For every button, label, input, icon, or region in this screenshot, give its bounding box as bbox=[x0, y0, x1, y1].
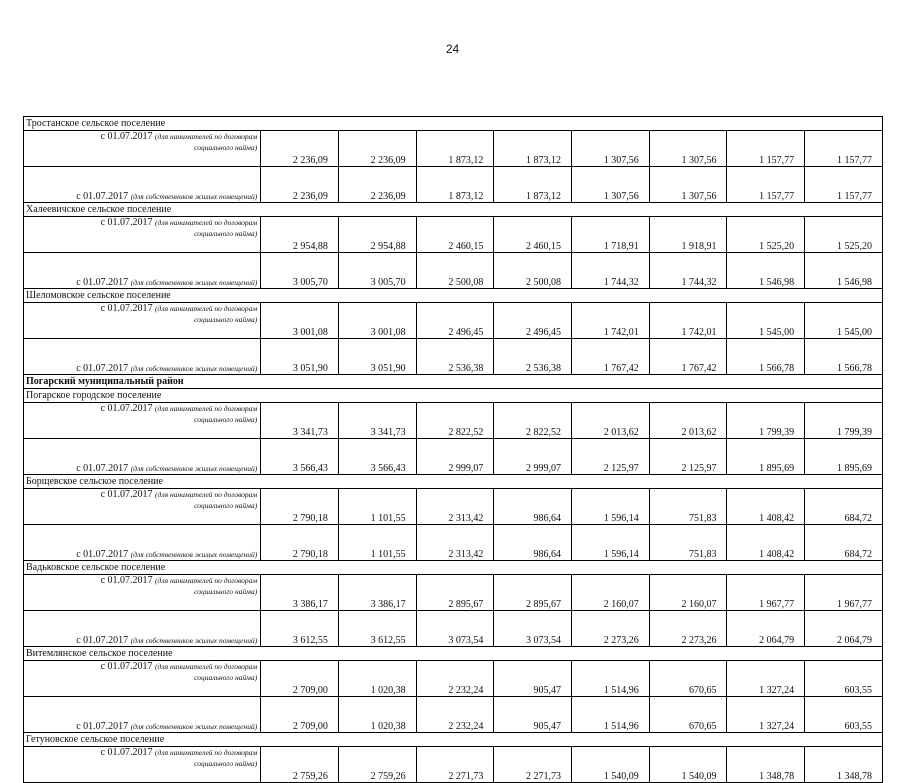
tariff-value: 3 001,08 bbox=[338, 303, 416, 339]
tariff-value: 1 327,24 bbox=[727, 697, 805, 733]
settlement-name: Борщевское сельское поселение bbox=[24, 475, 883, 489]
tariff-value: 751,83 bbox=[649, 489, 727, 525]
tenant-tariff-row bbox=[24, 747, 883, 783]
tariff-value: 1 540,09 bbox=[572, 747, 650, 783]
row-label bbox=[24, 403, 261, 439]
tariff-value: 3 612,55 bbox=[338, 611, 416, 647]
row-date: с 01.07.2017 bbox=[76, 635, 129, 646]
tariff-value: 2 822,52 bbox=[494, 403, 572, 439]
row-label bbox=[24, 217, 261, 253]
row-label bbox=[24, 489, 261, 525]
tariff-value: 2 709,00 bbox=[261, 661, 339, 697]
row-note: (для нанимателей по договорам bbox=[155, 576, 258, 585]
settlement-header-row bbox=[24, 389, 883, 403]
settlement-name: Вадьковское сельское поселение bbox=[24, 561, 883, 575]
tariff-value: 986,64 bbox=[494, 525, 572, 561]
row-note: (для собственников жилых помещений) bbox=[130, 550, 258, 559]
tariff-value: 1 895,69 bbox=[805, 439, 883, 475]
tariff-value: 2 496,45 bbox=[416, 303, 494, 339]
tariff-value: 1 742,01 bbox=[649, 303, 727, 339]
tariff-value: 1 540,09 bbox=[649, 747, 727, 783]
tariff-value: 2 496,45 bbox=[494, 303, 572, 339]
tariff-value: 2 895,67 bbox=[416, 575, 494, 611]
tenant-tariff-row bbox=[24, 661, 883, 697]
tenant-tariff-row bbox=[24, 489, 883, 525]
owner-tariff-row bbox=[24, 611, 883, 647]
tariff-value: 2 954,88 bbox=[261, 217, 339, 253]
tariff-value: 2 271,73 bbox=[416, 747, 494, 783]
tariff-value: 1 873,12 bbox=[416, 131, 494, 167]
row-label bbox=[24, 611, 261, 647]
tariff-value: 1 967,77 bbox=[727, 575, 805, 611]
row-note-continued: социального найма) bbox=[194, 501, 258, 510]
settlement-name: Шеломовское сельское поселение bbox=[24, 289, 883, 303]
tariff-value: 2 013,62 bbox=[572, 403, 650, 439]
tariff-value: 1 799,39 bbox=[805, 403, 883, 439]
owner-tariff-row bbox=[24, 167, 883, 203]
tariff-value: 2 460,15 bbox=[494, 217, 572, 253]
tariff-value: 1 596,14 bbox=[572, 489, 650, 525]
tariff-value: 684,72 bbox=[805, 489, 883, 525]
row-note: (для нанимателей по договорам bbox=[155, 662, 258, 671]
row-note-continued: социального найма) bbox=[194, 673, 258, 682]
row-date: с 01.07.2017 bbox=[76, 721, 129, 732]
tariff-value: 2 236,09 bbox=[338, 167, 416, 203]
district-name: Погарский муниципальный район bbox=[24, 375, 883, 389]
tariff-value: 3 001,08 bbox=[261, 303, 339, 339]
tariff-value: 1 525,20 bbox=[805, 217, 883, 253]
tariff-value: 1 020,38 bbox=[338, 661, 416, 697]
tariff-value: 3 566,43 bbox=[338, 439, 416, 475]
tariff-table bbox=[23, 116, 883, 783]
tariff-value: 1 020,38 bbox=[338, 697, 416, 733]
tariff-value: 2 236,09 bbox=[261, 167, 339, 203]
tariff-value: 2 064,79 bbox=[805, 611, 883, 647]
row-date: с 01.07.2017 bbox=[100, 217, 153, 228]
tariff-value: 2 759,26 bbox=[261, 747, 339, 783]
tariff-value: 3 051,90 bbox=[338, 339, 416, 375]
tariff-value: 1 967,77 bbox=[805, 575, 883, 611]
tenant-tariff-row bbox=[24, 403, 883, 439]
row-date: с 01.07.2017 bbox=[100, 303, 153, 314]
tariff-value: 2 271,73 bbox=[494, 747, 572, 783]
row-label bbox=[24, 303, 261, 339]
row-label bbox=[24, 253, 261, 289]
tariff-value: 3 341,73 bbox=[261, 403, 339, 439]
page-number: 24 bbox=[445, 42, 460, 56]
row-label bbox=[24, 131, 261, 167]
tariff-value: 3 005,70 bbox=[261, 253, 339, 289]
district-header-row bbox=[24, 375, 883, 389]
row-label bbox=[24, 747, 261, 783]
tariff-value: 2 999,07 bbox=[416, 439, 494, 475]
row-note-continued: социального найма) bbox=[194, 315, 258, 324]
tariff-value: 905,47 bbox=[494, 697, 572, 733]
owner-tariff-row bbox=[24, 525, 883, 561]
tariff-value: 1 596,14 bbox=[572, 525, 650, 561]
settlement-name: Погарское городское поселение bbox=[24, 389, 883, 403]
row-note: (для нанимателей по договорам bbox=[155, 490, 258, 499]
row-note: (для нанимателей по договорам bbox=[155, 218, 258, 227]
tariff-value: 1 525,20 bbox=[727, 217, 805, 253]
tariff-value: 2 759,26 bbox=[338, 747, 416, 783]
tariff-value: 1 718,91 bbox=[572, 217, 650, 253]
settlement-name: Халеевичское сельское поселение bbox=[24, 203, 883, 217]
tariff-value: 1 918,91 bbox=[649, 217, 727, 253]
tariff-value: 1 566,78 bbox=[727, 339, 805, 375]
tariff-value: 1 767,42 bbox=[649, 339, 727, 375]
tariff-value: 3 051,90 bbox=[261, 339, 339, 375]
tariff-value: 2 895,67 bbox=[494, 575, 572, 611]
owner-tariff-row bbox=[24, 439, 883, 475]
tariff-value: 2 273,26 bbox=[572, 611, 650, 647]
tariff-value: 670,65 bbox=[649, 697, 727, 733]
tariff-value: 1 873,12 bbox=[494, 131, 572, 167]
row-label bbox=[24, 339, 261, 375]
row-note: (для собственников жилых помещений) bbox=[130, 464, 258, 473]
tariff-value: 2 709,00 bbox=[261, 697, 339, 733]
tariff-value: 1 799,39 bbox=[727, 403, 805, 439]
settlement-name: Гетуновское сельское поселение bbox=[24, 733, 883, 747]
row-date: с 01.07.2017 bbox=[100, 575, 153, 586]
tariff-value: 2 500,08 bbox=[416, 253, 494, 289]
tariff-value: 2 460,15 bbox=[416, 217, 494, 253]
tariff-value: 1 307,56 bbox=[649, 167, 727, 203]
tariff-value: 986,64 bbox=[494, 489, 572, 525]
tariff-value: 751,83 bbox=[649, 525, 727, 561]
tariff-value: 2 160,07 bbox=[572, 575, 650, 611]
row-note: (для нанимателей по договорам bbox=[155, 404, 258, 413]
owner-tariff-row bbox=[24, 253, 883, 289]
tariff-value: 603,55 bbox=[805, 697, 883, 733]
row-label bbox=[24, 525, 261, 561]
row-date: с 01.07.2017 bbox=[76, 277, 129, 288]
tariff-value: 1 545,00 bbox=[805, 303, 883, 339]
tariff-value: 1 408,42 bbox=[727, 489, 805, 525]
tariff-value: 1 327,24 bbox=[727, 661, 805, 697]
tariff-value: 1 546,98 bbox=[805, 253, 883, 289]
row-note-continued: социального найма) bbox=[194, 415, 258, 424]
tariff-value: 1 157,77 bbox=[727, 167, 805, 203]
tariff-value: 2 313,42 bbox=[416, 525, 494, 561]
row-label bbox=[24, 697, 261, 733]
row-note: (для собственников жилых помещений) bbox=[130, 722, 258, 731]
row-label bbox=[24, 661, 261, 697]
tariff-value: 1 348,78 bbox=[727, 747, 805, 783]
tariff-value: 3 073,54 bbox=[494, 611, 572, 647]
tariff-value: 3 073,54 bbox=[416, 611, 494, 647]
row-label bbox=[24, 575, 261, 611]
tariff-value: 2 236,09 bbox=[261, 131, 339, 167]
tariff-value: 1 307,56 bbox=[649, 131, 727, 167]
tariff-value: 2 500,08 bbox=[494, 253, 572, 289]
tariff-value: 2 999,07 bbox=[494, 439, 572, 475]
tariff-value: 1 101,55 bbox=[338, 489, 416, 525]
settlement-name: Тростанское сельское поселение bbox=[24, 117, 883, 131]
tariff-value: 2 790,18 bbox=[261, 525, 339, 561]
row-note: (для собственников жилых помещений) bbox=[130, 192, 258, 201]
tariff-value: 2 273,26 bbox=[649, 611, 727, 647]
tariff-value: 905,47 bbox=[494, 661, 572, 697]
tenant-tariff-row bbox=[24, 575, 883, 611]
tariff-value: 1 307,56 bbox=[572, 131, 650, 167]
row-date: с 01.07.2017 bbox=[76, 363, 129, 374]
row-note: (для нанимателей по договорам bbox=[155, 748, 258, 757]
tariff-value: 1 408,42 bbox=[727, 525, 805, 561]
tariff-value: 2 313,42 bbox=[416, 489, 494, 525]
settlement-header-row bbox=[24, 117, 883, 131]
settlement-header-row bbox=[24, 289, 883, 303]
tariff-value: 2 125,97 bbox=[649, 439, 727, 475]
tenant-tariff-row bbox=[24, 303, 883, 339]
tariff-value: 3 386,17 bbox=[261, 575, 339, 611]
tariff-value: 1 514,96 bbox=[572, 661, 650, 697]
tariff-value: 1 545,00 bbox=[727, 303, 805, 339]
row-date: с 01.07.2017 bbox=[76, 549, 129, 560]
tariff-value: 1 101,55 bbox=[338, 525, 416, 561]
row-date: с 01.07.2017 bbox=[100, 661, 153, 672]
tariff-value: 1 157,77 bbox=[805, 131, 883, 167]
row-note-continued: социального найма) bbox=[194, 587, 258, 596]
tariff-value: 3 612,55 bbox=[261, 611, 339, 647]
tariff-value: 3 341,73 bbox=[338, 403, 416, 439]
tariff-value: 1 157,77 bbox=[805, 167, 883, 203]
tariff-value: 1 307,56 bbox=[572, 167, 650, 203]
tariff-value: 1 348,78 bbox=[805, 747, 883, 783]
settlement-header-row bbox=[24, 647, 883, 661]
row-date: с 01.07.2017 bbox=[100, 747, 153, 758]
tariff-value: 2 536,38 bbox=[416, 339, 494, 375]
row-label bbox=[24, 439, 261, 475]
settlement-header-row bbox=[24, 561, 883, 575]
tariff-value: 603,55 bbox=[805, 661, 883, 697]
tariff-value: 2 232,24 bbox=[416, 661, 494, 697]
tariff-value: 684,72 bbox=[805, 525, 883, 561]
row-label bbox=[24, 167, 261, 203]
tariff-value: 2 536,38 bbox=[494, 339, 572, 375]
row-date: с 01.07.2017 bbox=[100, 131, 153, 142]
row-note: (для собственников жилых помещений) bbox=[130, 278, 258, 287]
tariff-value: 3 005,70 bbox=[338, 253, 416, 289]
settlement-name: Витемлянское сельское поселение bbox=[24, 647, 883, 661]
settlement-header-row bbox=[24, 203, 883, 217]
row-note-continued: социального найма) bbox=[194, 143, 258, 152]
tenant-tariff-row bbox=[24, 217, 883, 253]
tariff-value: 1 873,12 bbox=[416, 167, 494, 203]
owner-tariff-row bbox=[24, 697, 883, 733]
row-note: (для собственников жилых помещений) bbox=[130, 364, 258, 373]
tariff-value: 1 744,32 bbox=[572, 253, 650, 289]
row-note: (для нанимателей по договорам bbox=[155, 304, 258, 313]
row-date: с 01.07.2017 bbox=[76, 191, 129, 202]
tariff-value: 1 873,12 bbox=[494, 167, 572, 203]
tariff-value: 2 125,97 bbox=[572, 439, 650, 475]
tariff-value: 1 744,32 bbox=[649, 253, 727, 289]
tariff-value: 2 954,88 bbox=[338, 217, 416, 253]
tariff-value: 1 157,77 bbox=[727, 131, 805, 167]
settlement-header-row bbox=[24, 475, 883, 489]
tariff-value: 2 064,79 bbox=[727, 611, 805, 647]
row-date: с 01.07.2017 bbox=[100, 403, 153, 414]
owner-tariff-row bbox=[24, 339, 883, 375]
tariff-value: 1 895,69 bbox=[727, 439, 805, 475]
tariff-value: 2 232,24 bbox=[416, 697, 494, 733]
tariff-value: 1 767,42 bbox=[572, 339, 650, 375]
row-note: (для нанимателей по договорам bbox=[155, 132, 258, 141]
tariff-value: 2 822,52 bbox=[416, 403, 494, 439]
row-note-continued: социального найма) bbox=[194, 759, 258, 768]
tariff-value: 1 742,01 bbox=[572, 303, 650, 339]
tariff-value: 2 790,18 bbox=[261, 489, 339, 525]
settlement-header-row bbox=[24, 733, 883, 747]
tariff-value: 2 160,07 bbox=[649, 575, 727, 611]
tariff-value: 3 566,43 bbox=[261, 439, 339, 475]
tariff-value: 1 514,96 bbox=[572, 697, 650, 733]
row-note-continued: социального найма) bbox=[194, 229, 258, 238]
tariff-value: 1 566,78 bbox=[805, 339, 883, 375]
tenant-tariff-row bbox=[24, 131, 883, 167]
row-date: с 01.07.2017 bbox=[76, 463, 129, 474]
tariff-value: 3 386,17 bbox=[338, 575, 416, 611]
row-note: (для собственников жилых помещений) bbox=[130, 636, 258, 645]
tariff-value: 1 546,98 bbox=[727, 253, 805, 289]
row-date: с 01.07.2017 bbox=[100, 489, 153, 500]
tariff-value: 2 013,62 bbox=[649, 403, 727, 439]
tariff-value: 670,65 bbox=[649, 661, 727, 697]
tariff-value: 2 236,09 bbox=[338, 131, 416, 167]
